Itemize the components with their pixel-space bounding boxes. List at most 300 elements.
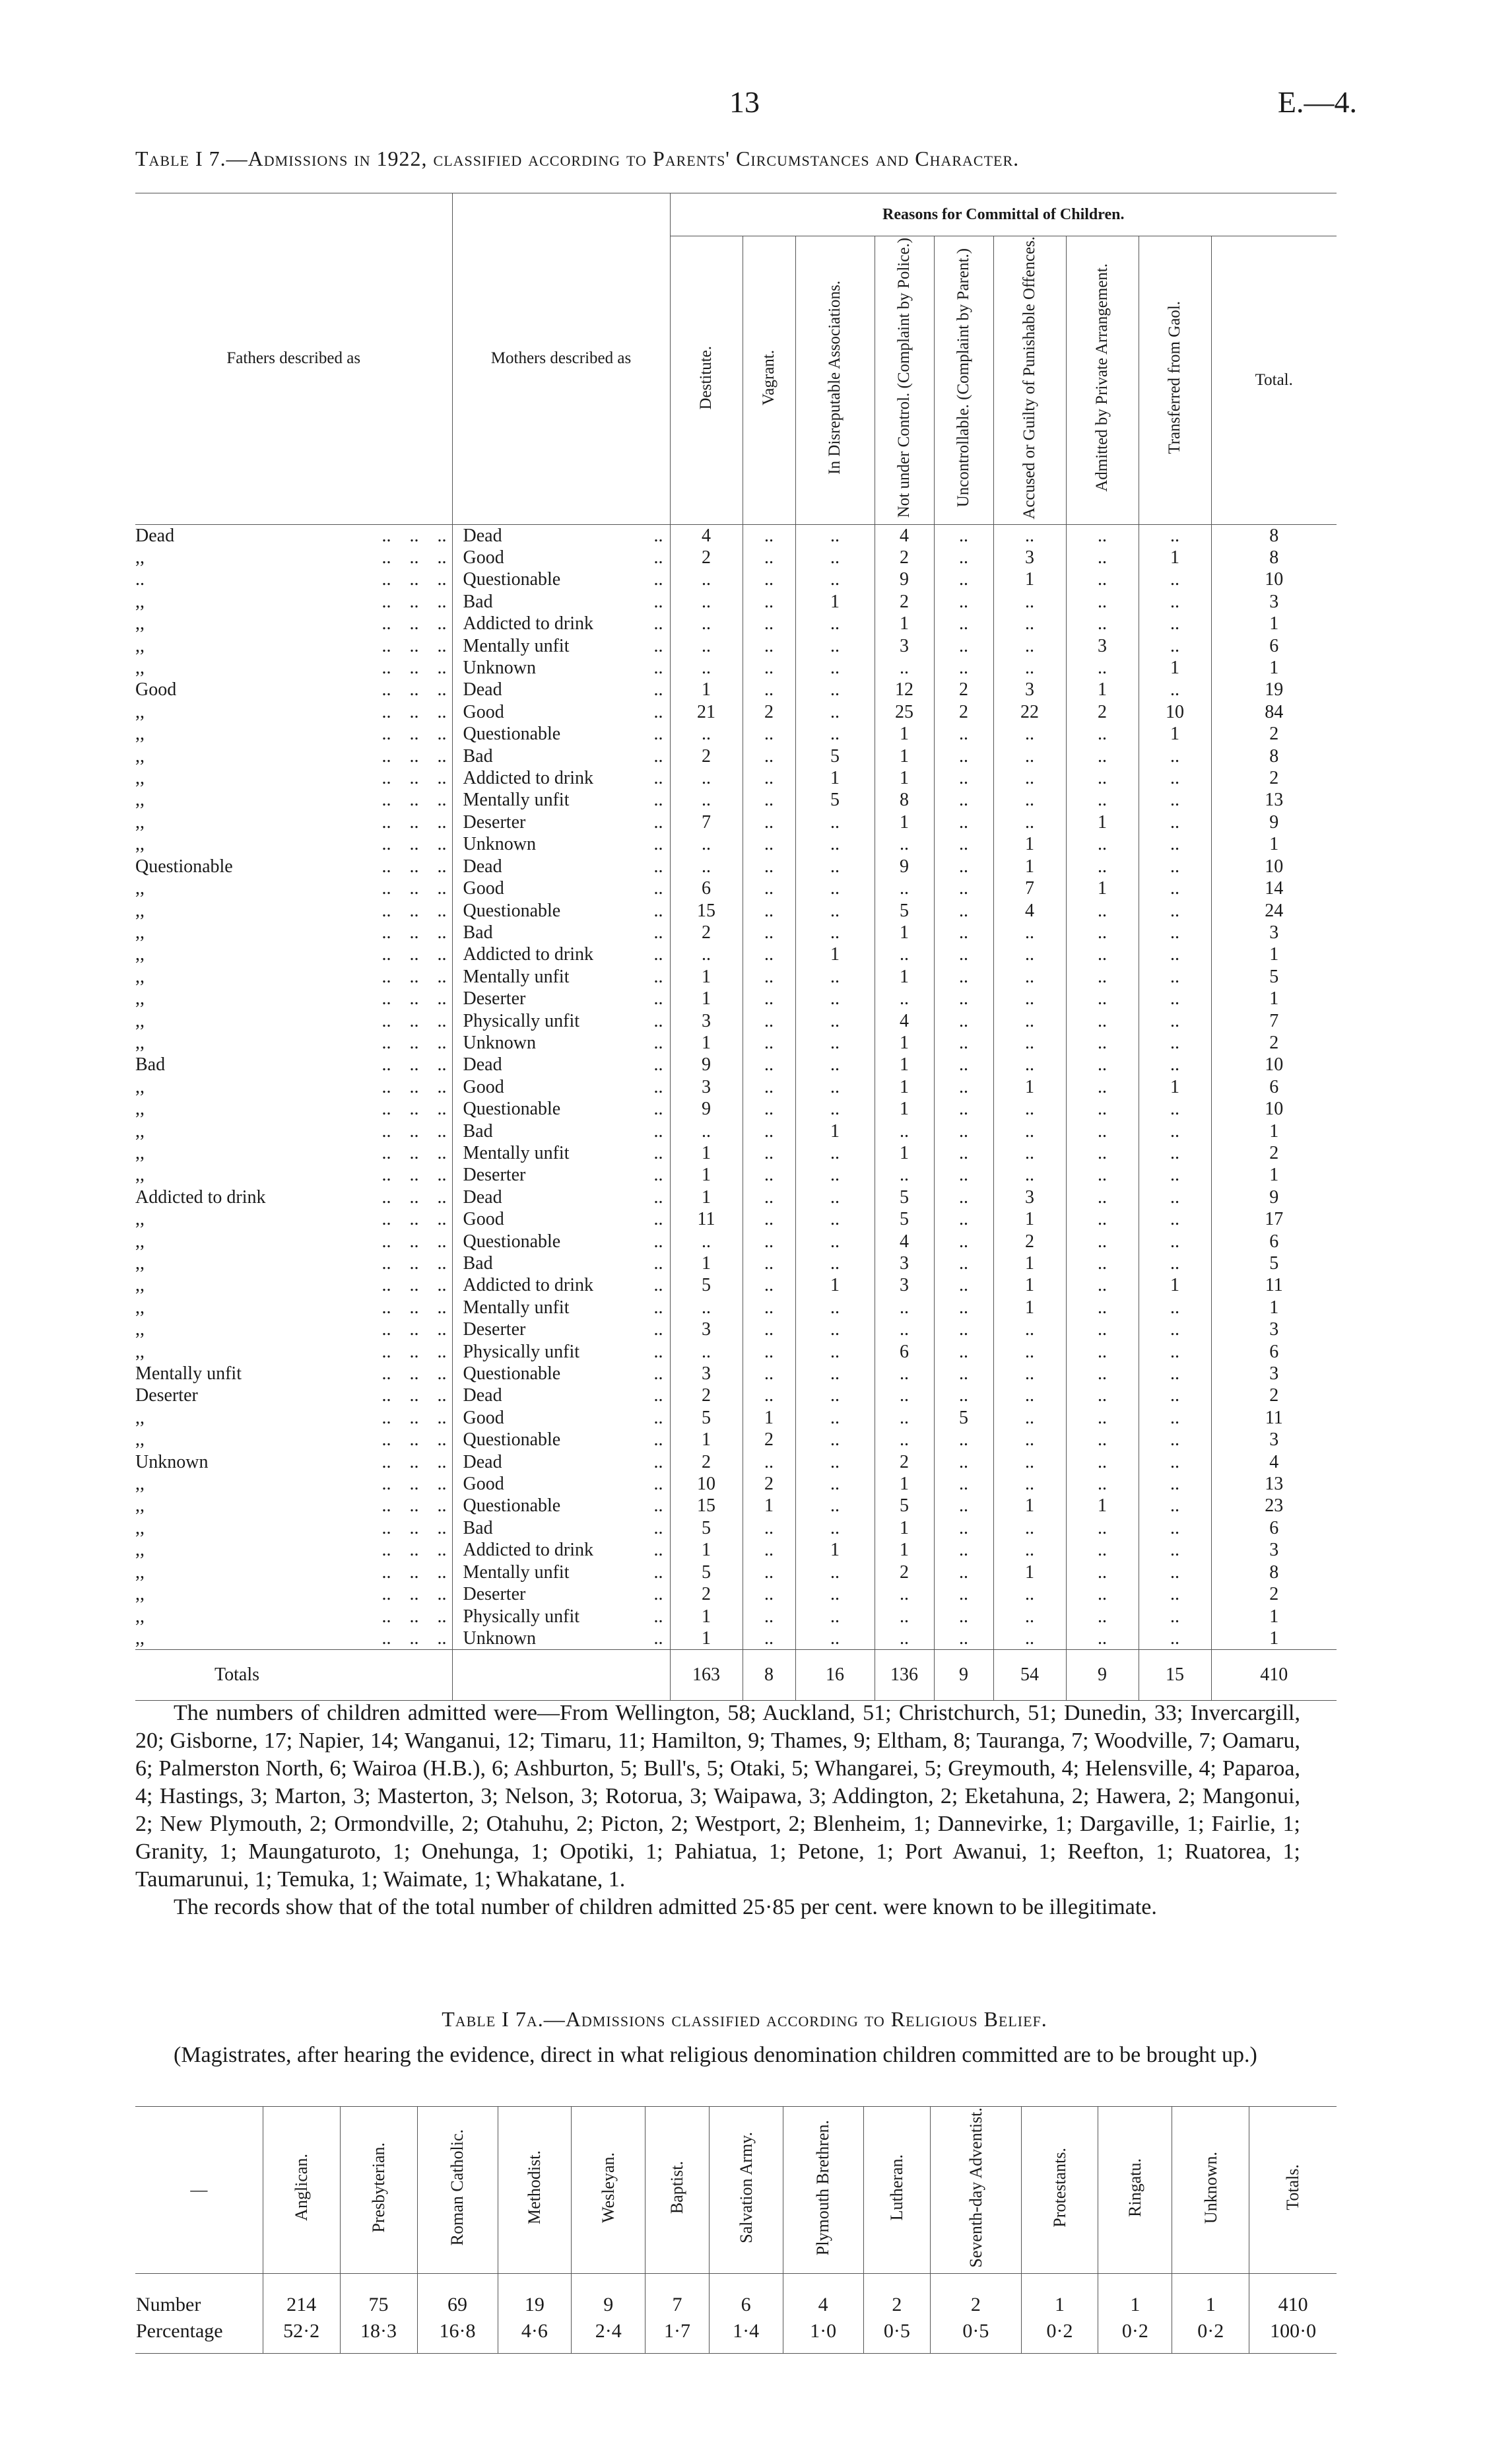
religion-col-roman-catholic bbox=[417, 2107, 498, 2274]
value-cell: .. bbox=[1139, 1341, 1211, 1363]
value-cell: 10 bbox=[1211, 856, 1337, 877]
mother-cell bbox=[452, 613, 670, 634]
value-cell: 2 bbox=[743, 1473, 795, 1495]
leader-dots: .. bbox=[653, 569, 663, 590]
mother-label: Mentally unfit bbox=[463, 966, 570, 987]
value-cell: .. bbox=[934, 524, 993, 547]
leader-dots: .. .. .. bbox=[372, 525, 447, 546]
religion-col-label: Anglican. bbox=[291, 2154, 311, 2222]
leader-dots: .. .. .. bbox=[372, 1540, 447, 1561]
mother-label: Dead bbox=[463, 1054, 502, 1076]
value-cell: 15 bbox=[670, 900, 743, 922]
religion-col-label: Methodist. bbox=[525, 2150, 545, 2225]
value-cell: 6 bbox=[1211, 1517, 1337, 1539]
religion-value-cell: 1·7 bbox=[645, 2318, 710, 2354]
value-cell: 1 bbox=[1211, 1164, 1337, 1186]
value-cell: .. bbox=[1066, 1186, 1139, 1208]
value-cell: .. bbox=[743, 1297, 795, 1318]
value-cell: .. bbox=[743, 1341, 795, 1363]
value-cell: 2 bbox=[993, 1231, 1066, 1252]
value-cell: .. bbox=[795, 1032, 875, 1054]
table-row bbox=[135, 966, 1337, 988]
value-cell: .. bbox=[743, 877, 795, 899]
table-row bbox=[135, 900, 1337, 922]
value-cell: .. bbox=[875, 877, 934, 899]
religion-col-plymouth-brethren bbox=[783, 2107, 863, 2274]
leader-dots: .. .. .. bbox=[372, 1120, 447, 1142]
leader-dots: .. bbox=[653, 745, 663, 767]
value-cell: .. bbox=[934, 1297, 993, 1318]
table-row bbox=[135, 833, 1337, 855]
leader-dots: .. .. .. bbox=[372, 1099, 447, 1120]
totals-row bbox=[135, 1650, 1337, 1701]
value-cell: 1 bbox=[1211, 988, 1337, 1010]
value-cell: .. bbox=[934, 1495, 993, 1517]
value-cell: 2 bbox=[1066, 701, 1139, 723]
value-cell: 25 bbox=[875, 701, 934, 723]
value-cell: .. bbox=[670, 1231, 743, 1252]
father-cell bbox=[135, 524, 452, 547]
value-cell: .. bbox=[1139, 1517, 1211, 1539]
religion-table bbox=[135, 2106, 1337, 2354]
father-label: ,, bbox=[135, 1076, 145, 1097]
value-cell: 1 bbox=[875, 1076, 934, 1098]
religion-table-title: Table I 7a.—Admissions classified according to Religious Belief. bbox=[442, 2007, 1047, 2031]
value-cell: 3 bbox=[670, 1010, 743, 1032]
value-cell: .. bbox=[934, 635, 993, 657]
value-cell: .. bbox=[934, 1583, 993, 1605]
religion-note-text: (Magistrates, after hearing the evidence, direct in what religious denomination children committed are to be brought up.) bbox=[174, 2043, 1257, 2067]
value-cell: .. bbox=[743, 1318, 795, 1340]
father-label: ,, bbox=[135, 900, 145, 921]
value-cell: .. bbox=[743, 1164, 795, 1186]
father-label: ,, bbox=[135, 988, 145, 1010]
value-cell: 5 bbox=[670, 1407, 743, 1429]
value-cell: .. bbox=[795, 1473, 875, 1495]
father-cell bbox=[135, 1054, 452, 1076]
religion-col-ringatu bbox=[1098, 2107, 1172, 2274]
leader-dots: .. bbox=[653, 635, 663, 656]
value-cell: 13 bbox=[1211, 1473, 1337, 1495]
value-cell: 1 bbox=[743, 1407, 795, 1429]
father-label: ,, bbox=[135, 745, 145, 767]
leader-dots: .. bbox=[653, 1186, 663, 1208]
fathers-header: Fathers described as bbox=[226, 349, 361, 368]
leader-dots: .. bbox=[653, 1495, 663, 1517]
mother-label: Unknown bbox=[463, 834, 536, 855]
leader-dots: .. .. .. bbox=[372, 966, 447, 987]
value-cell: .. bbox=[1139, 856, 1211, 877]
mother-cell bbox=[452, 547, 670, 568]
value-cell: 1 bbox=[993, 1274, 1066, 1296]
table-row bbox=[135, 1098, 1337, 1120]
mother-label: Questionable bbox=[463, 724, 561, 745]
value-cell: .. bbox=[743, 1054, 795, 1076]
totals-mother-cell bbox=[452, 1650, 670, 1701]
father-label: Questionable bbox=[135, 856, 233, 877]
father-label: ,, bbox=[135, 878, 145, 899]
religion-value-cell: 0·2 bbox=[1098, 2318, 1172, 2354]
value-cell: .. bbox=[795, 1054, 875, 1076]
father-label: ,, bbox=[135, 1275, 145, 1296]
mother-cell bbox=[452, 1363, 670, 1385]
value-cell: .. bbox=[934, 1363, 993, 1385]
value-cell: .. bbox=[1139, 745, 1211, 767]
value-cell: .. bbox=[795, 1252, 875, 1274]
value-cell: 1 bbox=[670, 966, 743, 988]
religion-col-label: Plymouth Brethren. bbox=[813, 2119, 833, 2255]
value-cell: 1 bbox=[670, 1627, 743, 1650]
leader-dots: .. .. .. bbox=[372, 1297, 447, 1318]
value-cell: .. bbox=[795, 856, 875, 877]
father-cell bbox=[135, 1186, 452, 1208]
value-cell: 9 bbox=[875, 568, 934, 590]
religion-value-cell: 1 bbox=[1098, 2273, 1172, 2318]
value-cell: 4 bbox=[875, 524, 934, 547]
value-cell: .. bbox=[743, 1274, 795, 1296]
value-cell: 8 bbox=[1211, 547, 1337, 568]
value-cell: 2 bbox=[1211, 723, 1337, 745]
value-cell: .. bbox=[795, 1341, 875, 1363]
value-cell: .. bbox=[1139, 1098, 1211, 1120]
father-cell bbox=[135, 811, 452, 833]
value-cell: 7 bbox=[1211, 1010, 1337, 1032]
father-label: ,, bbox=[135, 1099, 145, 1120]
religion-value-cell: 2·4 bbox=[572, 2318, 645, 2354]
value-cell: .. bbox=[670, 613, 743, 634]
leader-dots: .. .. .. bbox=[372, 1231, 447, 1252]
value-cell: .. bbox=[1066, 1606, 1139, 1627]
value-cell: .. bbox=[743, 833, 795, 855]
value-cell: 1 bbox=[670, 1186, 743, 1208]
leader-dots: .. .. .. bbox=[372, 790, 447, 811]
table-row bbox=[135, 1627, 1337, 1650]
religion-col-label: Seventh-day Adventist. bbox=[966, 2107, 985, 2268]
value-cell: 3 bbox=[1211, 591, 1337, 613]
religion-col-label: Protestants. bbox=[1049, 2148, 1069, 2228]
value-cell: 1 bbox=[670, 1142, 743, 1164]
value-cell: .. bbox=[1139, 1627, 1211, 1650]
value-cell: .. bbox=[875, 833, 934, 855]
father-label: ,, bbox=[135, 1517, 145, 1538]
leader-dots: .. bbox=[653, 834, 663, 855]
value-cell: 2 bbox=[1211, 767, 1337, 789]
value-cell: .. bbox=[993, 966, 1066, 988]
mother-cell bbox=[452, 1561, 670, 1583]
value-cell: .. bbox=[1066, 1429, 1139, 1451]
value-cell: .. bbox=[1139, 877, 1211, 899]
father-cell bbox=[135, 1473, 452, 1495]
value-cell: .. bbox=[1066, 1385, 1139, 1406]
mother-cell bbox=[452, 922, 670, 943]
leader-dots: .. bbox=[653, 900, 663, 921]
value-cell: .. bbox=[934, 811, 993, 833]
value-cell: .. bbox=[934, 1032, 993, 1054]
religion-value-cell: 4·6 bbox=[498, 2318, 572, 2354]
value-cell: 22 bbox=[993, 701, 1066, 723]
value-cell: 4 bbox=[993, 900, 1066, 922]
mother-label: Bad bbox=[463, 591, 493, 612]
total-cell: 410 bbox=[1211, 1650, 1337, 1701]
value-cell: .. bbox=[1139, 1539, 1211, 1561]
value-cell: 6 bbox=[1211, 635, 1337, 657]
mother-label: Deserter bbox=[463, 1165, 526, 1186]
value-cell: .. bbox=[1066, 767, 1139, 789]
col-header-label: Uncontrollable. (Complaint by Parent.) bbox=[954, 248, 972, 508]
leader-dots: .. bbox=[653, 1253, 663, 1274]
value-cell: 1 bbox=[875, 767, 934, 789]
leader-dots: .. .. .. bbox=[372, 1474, 447, 1495]
value-cell: 1 bbox=[795, 1274, 875, 1296]
col-header-not-under-control-complaint-by-police bbox=[875, 236, 934, 525]
table-row bbox=[135, 767, 1337, 789]
father-label: ,, bbox=[135, 635, 145, 656]
value-cell: .. bbox=[1139, 1252, 1211, 1274]
value-cell: .. bbox=[934, 900, 993, 922]
leader-dots: .. .. .. bbox=[372, 878, 447, 899]
value-cell: .. bbox=[934, 877, 993, 899]
value-cell: 5 bbox=[1211, 1252, 1337, 1274]
mother-cell bbox=[452, 1274, 670, 1296]
mother-label: Physically unfit bbox=[463, 1341, 580, 1362]
value-cell: .. bbox=[670, 1341, 743, 1363]
value-cell: .. bbox=[1139, 922, 1211, 943]
value-cell: 1 bbox=[993, 1208, 1066, 1230]
value-cell: .. bbox=[934, 1517, 993, 1539]
value-cell: .. bbox=[1139, 635, 1211, 657]
leader-dots: .. .. .. bbox=[372, 1584, 447, 1605]
table-row bbox=[135, 635, 1337, 657]
leader-dots: .. bbox=[653, 988, 663, 1010]
mother-cell bbox=[452, 701, 670, 723]
leader-dots: .. bbox=[653, 1032, 663, 1053]
value-cell: 1 bbox=[670, 1252, 743, 1274]
value-cell: .. bbox=[743, 1252, 795, 1274]
value-cell: .. bbox=[1139, 1208, 1211, 1230]
value-cell: 1 bbox=[875, 1142, 934, 1164]
col-header-uncontrollable-complaint-by-parent bbox=[934, 236, 993, 525]
value-cell: .. bbox=[934, 789, 993, 811]
value-cell: 4 bbox=[670, 524, 743, 547]
value-cell: .. bbox=[1066, 723, 1139, 745]
value-cell: .. bbox=[1066, 1010, 1139, 1032]
value-cell: .. bbox=[1066, 1076, 1139, 1098]
value-cell: .. bbox=[795, 1098, 875, 1120]
value-cell: 2 bbox=[670, 1451, 743, 1473]
value-cell: .. bbox=[934, 1054, 993, 1076]
mother-cell bbox=[452, 723, 670, 745]
value-cell: 1 bbox=[1066, 1495, 1139, 1517]
religion-col-label: Totals. bbox=[1283, 2164, 1303, 2211]
value-cell: 3 bbox=[670, 1318, 743, 1340]
religion-col-anglican bbox=[263, 2107, 340, 2274]
religion-value-cell: 9 bbox=[572, 2273, 645, 2318]
leader-dots: .. .. .. bbox=[372, 1517, 447, 1538]
value-cell: .. bbox=[1066, 1517, 1139, 1539]
value-cell: .. bbox=[670, 789, 743, 811]
leader-dots: .. .. .. bbox=[372, 1385, 447, 1406]
value-cell: .. bbox=[1066, 789, 1139, 811]
col-header-vagrant bbox=[743, 236, 795, 525]
mother-cell bbox=[452, 1583, 670, 1605]
col-header-label: Admitted by Private Arrangement. bbox=[1092, 263, 1111, 493]
admissions-table bbox=[135, 193, 1337, 1701]
table-row bbox=[135, 679, 1337, 701]
value-cell: .. bbox=[993, 1164, 1066, 1186]
value-cell: 24 bbox=[1211, 900, 1337, 922]
value-cell: .. bbox=[993, 1583, 1066, 1605]
father-label: ,, bbox=[135, 591, 145, 612]
mother-cell bbox=[452, 657, 670, 679]
father-label: ,, bbox=[135, 1341, 145, 1362]
value-cell: 5 bbox=[670, 1561, 743, 1583]
mother-cell bbox=[452, 524, 670, 547]
value-cell: .. bbox=[993, 922, 1066, 943]
value-cell: 2 bbox=[875, 591, 934, 613]
value-cell: 3 bbox=[1211, 1318, 1337, 1340]
mother-label: Addicted to drink bbox=[463, 1275, 594, 1296]
value-cell: .. bbox=[993, 1098, 1066, 1120]
value-cell: 4 bbox=[875, 1010, 934, 1032]
mothers-header: Mothers described as bbox=[452, 193, 670, 525]
towns-text: The numbers of children admitted were—From Wellington, 58; Auckland, 51; Christchurch, 51; Dunedin, 33; Invercargill, 20; Gisborne, 17; Napier, 14; Wanganui, 12; Timaru, 11; Hamilton, 9; Thames, 9; Eltham, 8; Tauranga, 7; Woodville, 7; Oamaru, 6; Palmerston North, 6; Wairoa (H.B.), 6; Ashburton, 5; Bull's, 5; Otaki, 5; Whangarei, 5; Greymouth, 4; Helensville, 4; Paparoa, 4; Hastings, 3; Marton, 3; Masterton, 3; Nelson, 3; Rotorua, 3; Waipawa, 3; Addington, 2; Eketahuna, 2; Hawera, 2; Mangonui, 2; New Plymouth, 2; Ormondville, 2; Otahuhu, 2; Picton, 2; Westport, 2; Blenheim, 1; Dannevirke, 1; Dargaville, 1; Fairlie, 1; Granity, 1; Maungaturoto, 1; Onehunga, 1; Opotiki, 1; Pahiatua, 1; Petone, 1; Port Awanui, 1; Reefton, 1; Ruatorea, 1; Taumarunui, 1; Temuka, 1; Waimate, 1; Whakatane, 1. bbox=[135, 1701, 1300, 1892]
table-row bbox=[135, 988, 1337, 1010]
father-label: ,, bbox=[135, 1253, 145, 1274]
value-cell: 17 bbox=[1211, 1208, 1337, 1230]
value-cell: 6 bbox=[1211, 1231, 1337, 1252]
mother-label: Dead bbox=[463, 1186, 502, 1208]
value-cell: .. bbox=[934, 547, 993, 568]
mother-label: Questionable bbox=[463, 1099, 561, 1120]
value-cell: .. bbox=[934, 568, 993, 590]
value-cell: .. bbox=[795, 1385, 875, 1406]
father-cell bbox=[135, 1627, 452, 1650]
religion-value-cell: 1·4 bbox=[709, 2318, 783, 2354]
mother-cell bbox=[452, 811, 670, 833]
mother-cell bbox=[452, 1164, 670, 1186]
mother-cell bbox=[452, 1385, 670, 1406]
value-cell: .. bbox=[875, 1606, 934, 1627]
value-cell: .. bbox=[670, 856, 743, 877]
leader-dots: .. .. .. bbox=[372, 1363, 447, 1385]
mother-label: Bad bbox=[463, 922, 493, 943]
mother-label: Mentally unfit bbox=[463, 635, 570, 656]
value-cell: 1 bbox=[875, 613, 934, 634]
father-label: .. bbox=[135, 569, 145, 590]
leader-dots: .. bbox=[653, 1407, 663, 1428]
father-label: ,, bbox=[135, 944, 145, 965]
value-cell: .. bbox=[795, 613, 875, 634]
reasons-group-header: Reasons for Committal of Children. bbox=[670, 193, 1337, 236]
father-cell bbox=[135, 1385, 452, 1406]
value-cell: .. bbox=[795, 635, 875, 657]
value-cell: .. bbox=[743, 1120, 795, 1142]
father-label: ,, bbox=[135, 613, 145, 634]
value-cell: .. bbox=[795, 524, 875, 547]
table-row bbox=[135, 1164, 1337, 1186]
father-label: ,, bbox=[135, 922, 145, 943]
table-row bbox=[135, 1252, 1337, 1274]
leader-dots: .. bbox=[653, 1099, 663, 1120]
value-cell: .. bbox=[1066, 1252, 1139, 1274]
value-cell: .. bbox=[1066, 856, 1139, 877]
value-cell: 3 bbox=[1211, 1539, 1337, 1561]
mother-cell bbox=[452, 1429, 670, 1451]
mother-label: Good bbox=[463, 701, 504, 722]
value-cell: 1 bbox=[795, 767, 875, 789]
value-cell: 1 bbox=[1139, 1274, 1211, 1296]
leader-dots: .. .. .. bbox=[372, 1429, 447, 1451]
value-cell: 10 bbox=[1211, 1098, 1337, 1120]
mother-cell bbox=[452, 877, 670, 899]
father-label: ,, bbox=[135, 1627, 145, 1649]
father-cell bbox=[135, 1208, 452, 1230]
leader-dots: .. .. .. bbox=[372, 900, 447, 921]
value-cell: .. bbox=[875, 1120, 934, 1142]
mother-label: Physically unfit bbox=[463, 1010, 580, 1031]
value-cell: 10 bbox=[1211, 568, 1337, 590]
value-cell: 1 bbox=[875, 1473, 934, 1495]
mother-cell bbox=[452, 1539, 670, 1561]
value-cell: .. bbox=[743, 1583, 795, 1605]
mother-label: Unknown bbox=[463, 1032, 536, 1053]
father-label: ,, bbox=[135, 1606, 145, 1627]
value-cell: .. bbox=[934, 1098, 993, 1120]
value-cell: 5 bbox=[670, 1274, 743, 1296]
mother-cell bbox=[452, 679, 670, 701]
religion-value-cell: 100·0 bbox=[1249, 2318, 1337, 2354]
table-row bbox=[135, 1010, 1337, 1032]
value-cell: .. bbox=[1139, 1407, 1211, 1429]
table-row bbox=[135, 1318, 1337, 1340]
value-cell: .. bbox=[795, 1231, 875, 1252]
religion-value-cell: 75 bbox=[340, 2273, 417, 2318]
value-cell: .. bbox=[1066, 745, 1139, 767]
value-cell: 1 bbox=[670, 679, 743, 701]
leader-dots: .. .. .. bbox=[372, 768, 447, 789]
leader-dots: .. bbox=[653, 1120, 663, 1142]
value-cell: .. bbox=[993, 1606, 1066, 1627]
leader-dots: .. .. .. bbox=[372, 1032, 447, 1053]
religion-value-cell: 19 bbox=[498, 2273, 572, 2318]
leader-dots: .. bbox=[653, 878, 663, 899]
father-label: Dead bbox=[135, 525, 175, 546]
value-cell: .. bbox=[1066, 966, 1139, 988]
value-cell: 1 bbox=[993, 833, 1066, 855]
value-cell: .. bbox=[934, 856, 993, 877]
value-cell: .. bbox=[743, 745, 795, 767]
mother-cell bbox=[452, 1473, 670, 1495]
table-row bbox=[135, 1297, 1337, 1318]
father-cell bbox=[135, 1142, 452, 1164]
col-header-label: In Disreputable Associations. bbox=[825, 281, 844, 475]
table-title: Table I 7.—Admissions in 1922, classified according to Parents' Circumstances and Character. bbox=[135, 147, 1020, 170]
mother-label: Dead bbox=[463, 856, 502, 877]
value-cell: .. bbox=[993, 1032, 1066, 1054]
father-cell bbox=[135, 1429, 452, 1451]
value-cell: 5 bbox=[795, 745, 875, 767]
value-cell: 1 bbox=[1211, 833, 1337, 855]
value-cell: .. bbox=[934, 591, 993, 613]
leader-dots: .. bbox=[653, 1540, 663, 1561]
value-cell: .. bbox=[934, 833, 993, 855]
value-cell: .. bbox=[795, 723, 875, 745]
table-row bbox=[135, 568, 1337, 590]
total-cell: 8 bbox=[743, 1650, 795, 1701]
value-cell: 1 bbox=[670, 988, 743, 1010]
value-cell: .. bbox=[993, 635, 1066, 657]
value-cell: .. bbox=[795, 568, 875, 590]
